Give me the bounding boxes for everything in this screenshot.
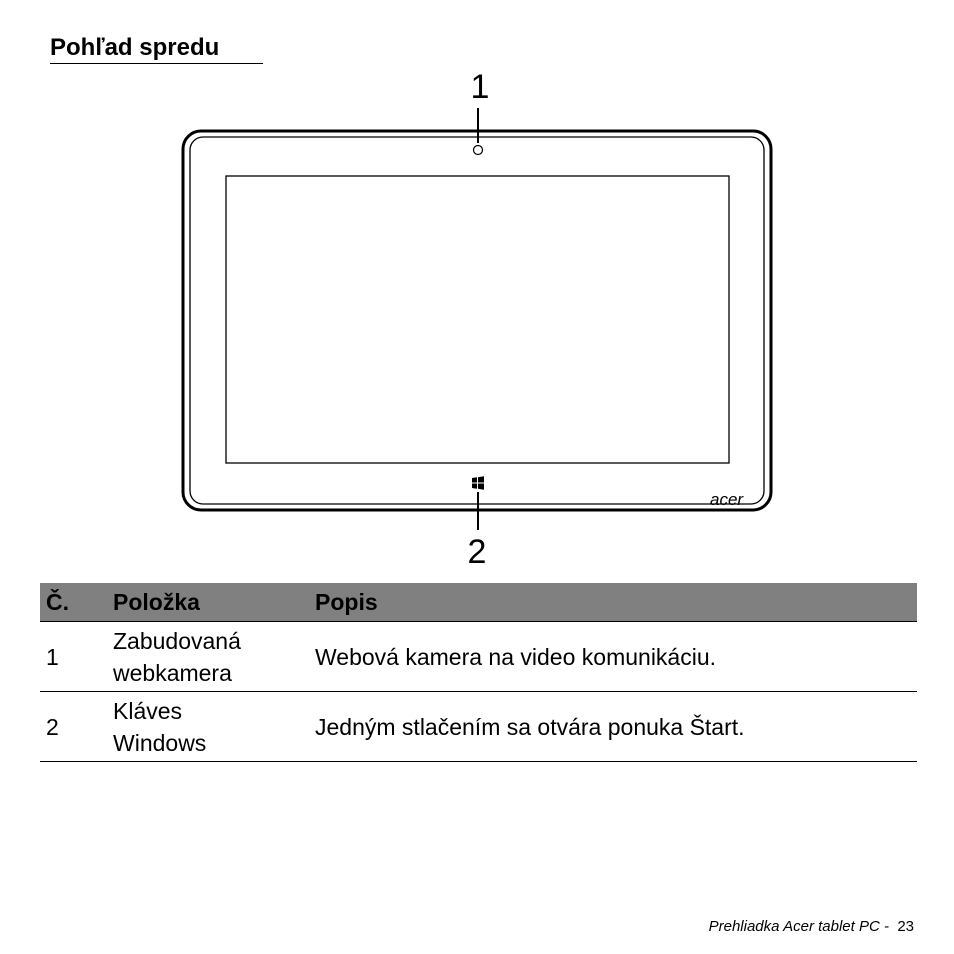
components-table	[40, 583, 917, 762]
table-row	[40, 692, 917, 762]
page-number: 23	[897, 918, 914, 935]
row-item	[107, 692, 309, 762]
footer-text: Prehliadka Acer tablet PC -	[708, 918, 889, 935]
table-header-row	[40, 583, 917, 622]
row-number: 1	[40, 622, 107, 692]
row-item-line: Windows	[113, 729, 207, 756]
row-description: Jedným stlačením sa otvára ponuka Štart.	[309, 692, 917, 762]
row-item	[107, 622, 309, 692]
callout-number-1: 1	[470, 68, 490, 106]
acer-logo: acer	[710, 490, 744, 509]
row-item-line: Kláves	[113, 697, 183, 724]
table-row	[40, 622, 917, 692]
webcam-icon	[474, 146, 483, 155]
tablet-screen	[226, 176, 729, 463]
row-number: 2	[40, 692, 107, 762]
header-description: Popis	[309, 583, 917, 622]
callout-number-2: 2	[467, 533, 487, 571]
header-number: Č.	[40, 583, 107, 622]
header-item: Položka	[107, 583, 309, 622]
section-title: Pohľad spredu	[50, 34, 220, 61]
row-item-line: Zabudovaná	[113, 627, 241, 654]
row-description: Webová kamera na video komunikáciu.	[309, 622, 917, 692]
row-item-line: webkamera	[113, 659, 232, 686]
page-footer	[709, 918, 914, 935]
